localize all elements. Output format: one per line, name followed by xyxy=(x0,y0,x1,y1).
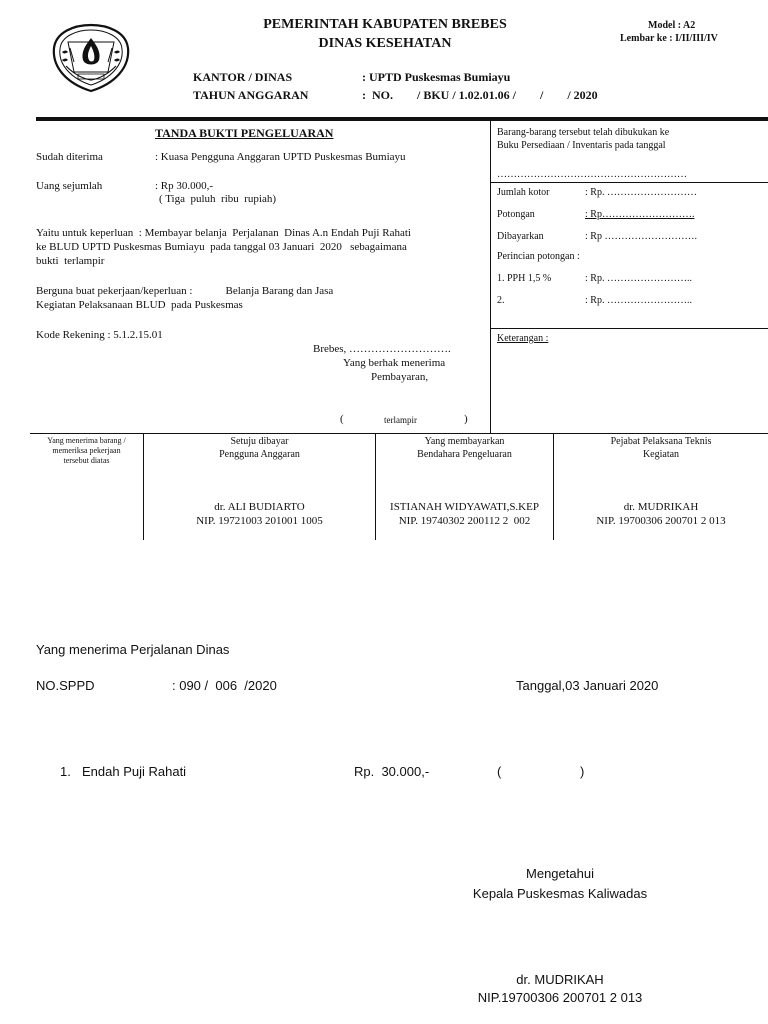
deduction-detail-label: Perincian potongan : xyxy=(497,251,580,262)
receipt-title: TANDA BUKTI PENGELUARAN xyxy=(155,126,334,140)
treasurer-nip: NIP. 19740302 200112 2 002 xyxy=(398,515,531,527)
receiver-goods-line-1: Yang menerima barang / xyxy=(47,436,126,445)
receiver-goods-line-3: tersebut diatas xyxy=(63,456,110,465)
budget-year-value: : NO. / BKU / 1.02.01.06 / / / 2020 xyxy=(362,88,598,102)
usage-line-2: Kegiatan Pelaksanaan BLUD pada Puskesmas xyxy=(36,299,243,311)
receiver-goods-line-2: memeriksa pekerjaan xyxy=(52,446,121,455)
amount-label: Uang sejumlah xyxy=(36,180,103,192)
treasurer-name: ISTIANAH WIDYAWATI,S.KEP xyxy=(390,501,539,513)
usage-line-1: Berguna buat pekerjaan/keperluan : Belanja Barang dan Jasa xyxy=(36,285,334,297)
travel-amount: Rp. 30.000,- xyxy=(354,764,430,779)
gross-value: : Rp. ……………………… xyxy=(585,187,697,198)
signature-attached: terlampir xyxy=(384,415,417,425)
technical-officer-line-1: Pejabat Pelaksana Teknis xyxy=(610,436,712,447)
deduction-2-value: : Rp. …………………….. xyxy=(585,295,692,306)
signature-open-paren: ( xyxy=(340,413,344,425)
purpose-line-2: ke BLUD UPTD Puskesmas Bumiayu pada tanggal 03 Januari 2020 sebagaimana xyxy=(36,241,407,253)
traveler-signature-open: ( xyxy=(497,764,502,779)
purpose-line-3: bukti terlampir xyxy=(36,255,105,267)
pph-label: 1. PPH 1,5 % xyxy=(497,273,552,284)
account-code: Kode Rekening : 5.1.2.15.01 xyxy=(36,329,163,341)
sppd-number: : 090 / 006 /2020 xyxy=(172,678,277,693)
model-code: Model : A2 xyxy=(648,20,696,31)
received-from-value: : Kuasa Pengguna Anggaran UPTD Puskesmas Bumiayu xyxy=(155,151,406,163)
budget-year-label: TAHUN ANGGARAN xyxy=(193,88,309,102)
acknowledged-label: Mengetahui xyxy=(526,866,594,881)
approval-line-1: Setuju dibayar xyxy=(230,436,289,447)
amount-value: : Rp 30.000,- xyxy=(155,180,214,192)
approval-line-2: Pengguna Anggaran xyxy=(219,449,300,460)
head-title: Kepala Puskesmas Kaliwadas xyxy=(472,886,648,901)
deduction-value: : Rp………………………. xyxy=(585,209,695,220)
inventory-divider-1 xyxy=(490,182,768,183)
payer-line-2: Bendahara Pengeluaran xyxy=(417,449,512,460)
place-date: Brebes, ………………………. xyxy=(313,343,451,355)
paid-value: : Rp ………………………. xyxy=(585,231,697,242)
signature-close-paren: ) xyxy=(464,413,468,425)
inventory-note-line-1: Barang-barang tersebut telah dibukukan ke xyxy=(497,127,670,138)
sppd-label: NO.SPPD xyxy=(36,678,95,693)
entitled-recipient-line-2: Pembayaran, xyxy=(371,371,429,383)
gross-label: Jumlah kotor xyxy=(497,187,550,198)
head-name: dr. MUDRIKAH xyxy=(516,972,604,987)
travel-recipient-heading: Yang menerima Perjalanan Dinas xyxy=(36,642,230,657)
traveler-signature-close: ) xyxy=(580,764,585,779)
inventory-note-line-2: Buku Persediaan / Inventaris pada tanggal xyxy=(497,140,666,151)
deduction-label: Potongan xyxy=(497,209,535,220)
office-label: KANTOR / DINAS xyxy=(193,70,293,84)
budget-user-nip: NIP. 19721003 201001 1005 xyxy=(196,515,323,527)
inventory-divider-2 xyxy=(490,328,768,329)
budget-user-name: dr. ALI BUDIARTO xyxy=(214,501,305,513)
inventory-date-dots: ………………………………………………… xyxy=(497,169,687,180)
header-divider xyxy=(36,117,768,121)
payer-line-1: Yang membayarkan xyxy=(424,436,505,447)
technical-officer-line-2: Kegiatan xyxy=(642,449,680,460)
received-from-label: Sudah diterima xyxy=(36,151,103,163)
traveler-name: Endah Puji Rahati xyxy=(82,764,187,779)
department-title: DINAS KESEHATAN xyxy=(318,36,452,51)
remarks-label: Keterangan : xyxy=(497,333,549,344)
government-title: PEMERINTAH KABUPATEN BREBES xyxy=(263,17,507,32)
amount-in-words: ( Tiga puluh ribu rupiah) xyxy=(159,193,277,205)
office-value: : UPTD Puskesmas Bumiayu xyxy=(362,70,511,84)
paid-label: Dibayarkan xyxy=(497,231,544,242)
technical-officer-name: dr. MUDRIKAH xyxy=(623,501,699,513)
document-date: Tanggal,03 Januari 2020 xyxy=(516,678,659,693)
purpose-line-1: Yaitu untuk keperluan : Membayar belanja Perjalanan Dinas A.n Endah Puji Rahati xyxy=(36,227,411,239)
section-divider xyxy=(490,121,491,434)
pph-value: : Rp. …………………….. xyxy=(585,273,692,284)
signature-band-top xyxy=(30,433,768,434)
deduction-2-label: 2. xyxy=(497,295,505,306)
head-nip: NIP.19700306 200701 2 013 xyxy=(477,990,643,1005)
technical-officer-nip: NIP. 19700306 200701 2 013 xyxy=(596,515,726,527)
entitled-recipient-line-1: Yang berhak menerima xyxy=(343,357,446,369)
item-number: 1. xyxy=(60,764,71,779)
sheet-number: Lembar ke : I/II/III/IV xyxy=(620,33,718,44)
district-seal-logo xyxy=(48,22,134,94)
